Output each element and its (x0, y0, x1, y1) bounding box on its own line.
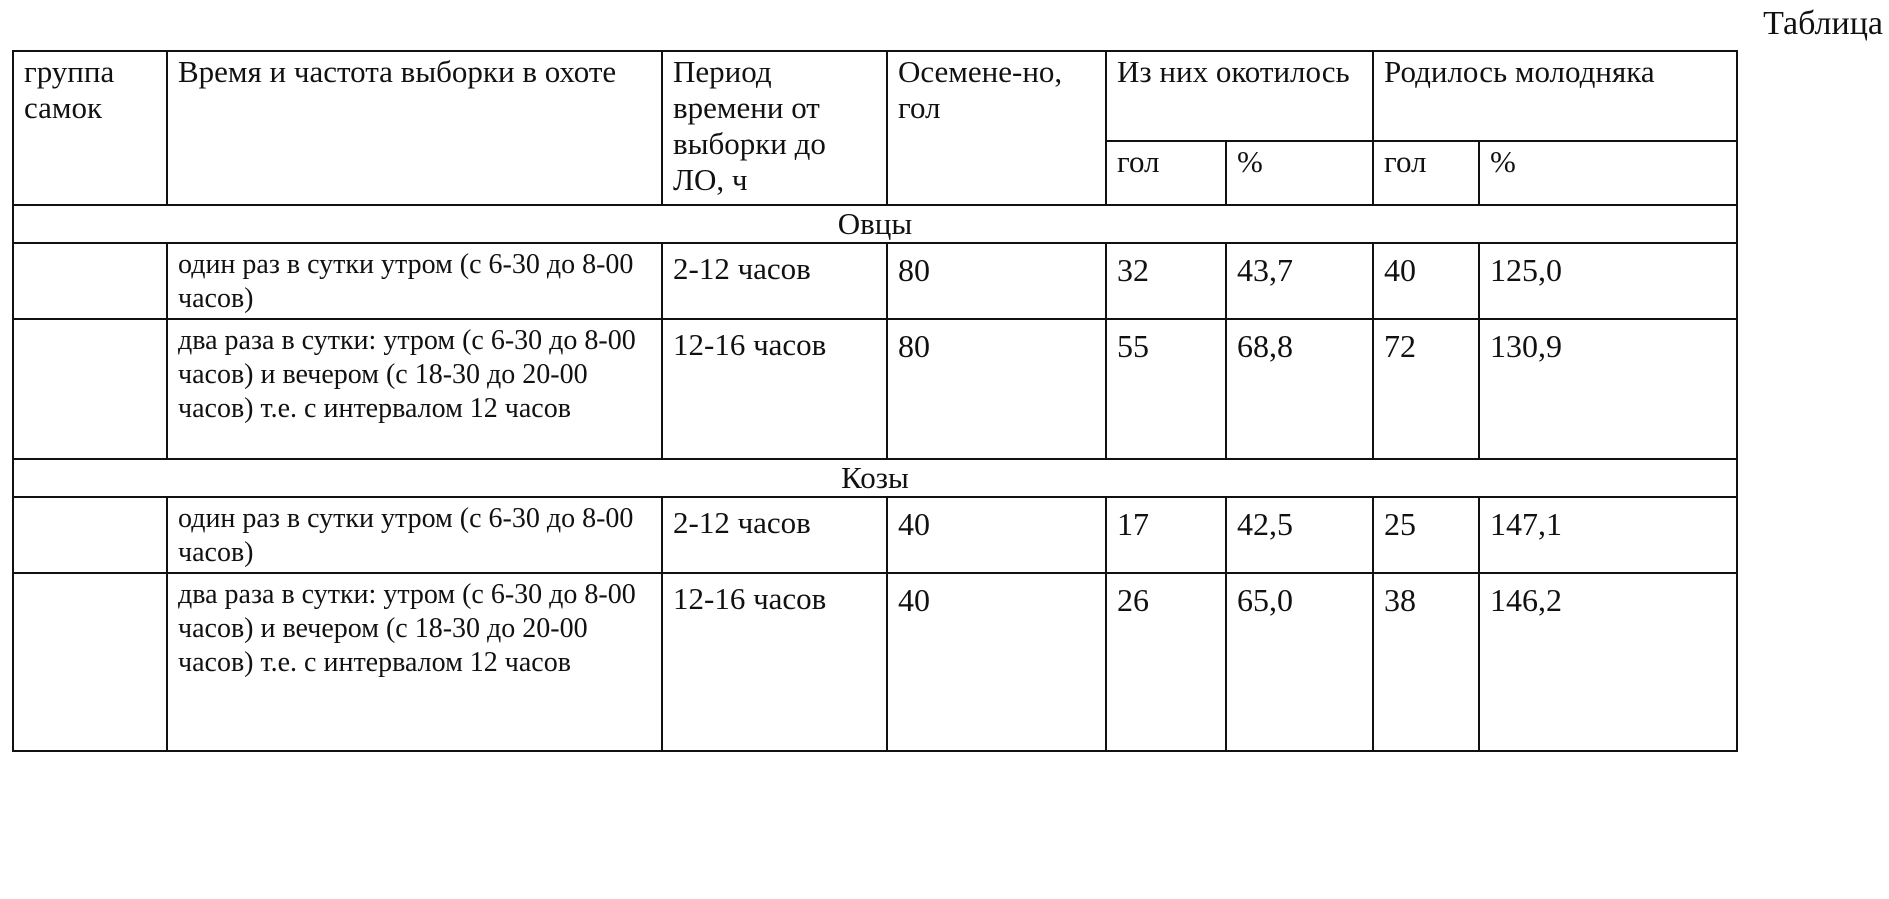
header-lambed: Из них окотилось (1106, 51, 1373, 141)
cell-period: 12-16 часов (662, 319, 887, 459)
cell-lambed-pct: 65,0 (1226, 573, 1373, 751)
cell-period: 12-16 часов (662, 573, 887, 751)
cell-lambed-heads: 26 (1106, 573, 1226, 751)
table-caption: Таблица (1763, 5, 1883, 42)
cell-lambed-pct: 42,5 (1226, 497, 1373, 573)
header-born-heads: гол (1373, 141, 1479, 205)
cell-lambed-heads: 17 (1106, 497, 1226, 573)
cell-lambed-heads: 32 (1106, 243, 1226, 319)
cell-born-heads: 72 (1373, 319, 1479, 459)
cell-born-heads: 40 (1373, 243, 1479, 319)
section-row (13, 205, 1737, 243)
cell-born-pct: 146,2 (1479, 573, 1737, 751)
header-inseminated: Осемене-но, гол (887, 51, 1106, 205)
header-row-1 (13, 51, 1737, 141)
cell-inseminated: 40 (887, 573, 1106, 751)
table-row (13, 497, 1737, 573)
header-lambed-heads: гол (1106, 141, 1226, 205)
cell-born-pct: 125,0 (1479, 243, 1737, 319)
cell-inseminated: 80 (887, 243, 1106, 319)
cell-lambed-heads: 55 (1106, 319, 1226, 459)
cell-group (13, 243, 167, 319)
header-group: группа самок (13, 51, 167, 205)
data-table (12, 50, 1738, 752)
cell-group (13, 497, 167, 573)
cell-inseminated: 40 (887, 497, 1106, 573)
header-time: Время и частота выборки в охоте (167, 51, 662, 205)
cell-group (13, 573, 167, 751)
cell-born-heads: 25 (1373, 497, 1479, 573)
cell-period: 2-12 часов (662, 497, 887, 573)
cell-time: два раза в сутки: утром (с 6-30 до 8-00 часов) и вечером (с 18-30 до 20-00 часов) т.е. с интервалом 12 часов (167, 319, 662, 459)
cell-period: 2-12 часов (662, 243, 887, 319)
section-title: Овцы (13, 205, 1737, 243)
table-row (13, 319, 1737, 459)
cell-inseminated: 80 (887, 319, 1106, 459)
cell-lambed-pct: 43,7 (1226, 243, 1373, 319)
cell-born-pct: 147,1 (1479, 497, 1737, 573)
cell-born-heads: 38 (1373, 573, 1479, 751)
table-row (13, 573, 1737, 751)
header-lambed-percent: % (1226, 141, 1373, 205)
header-period: Период времени от выборки до ЛО, ч (662, 51, 887, 205)
table-row (13, 243, 1737, 319)
cell-group (13, 319, 167, 459)
cell-time: один раз в сутки утром (с 6-30 до 8-00 часов) (167, 497, 662, 573)
header-born: Родилось молодняка (1373, 51, 1737, 141)
cell-time: один раз в сутки утром (с 6-30 до 8-00 часов) (167, 243, 662, 319)
section-title: Козы (13, 459, 1737, 497)
section-row (13, 459, 1737, 497)
cell-time: два раза в сутки: утром (с 6-30 до 8-00 часов) и вечером (с 18-30 до 20-00 часов) т.е. с интервалом 12 часов (167, 573, 662, 751)
cell-born-pct: 130,9 (1479, 319, 1737, 459)
header-born-percent: % (1479, 141, 1737, 205)
cell-lambed-pct: 68,8 (1226, 319, 1373, 459)
